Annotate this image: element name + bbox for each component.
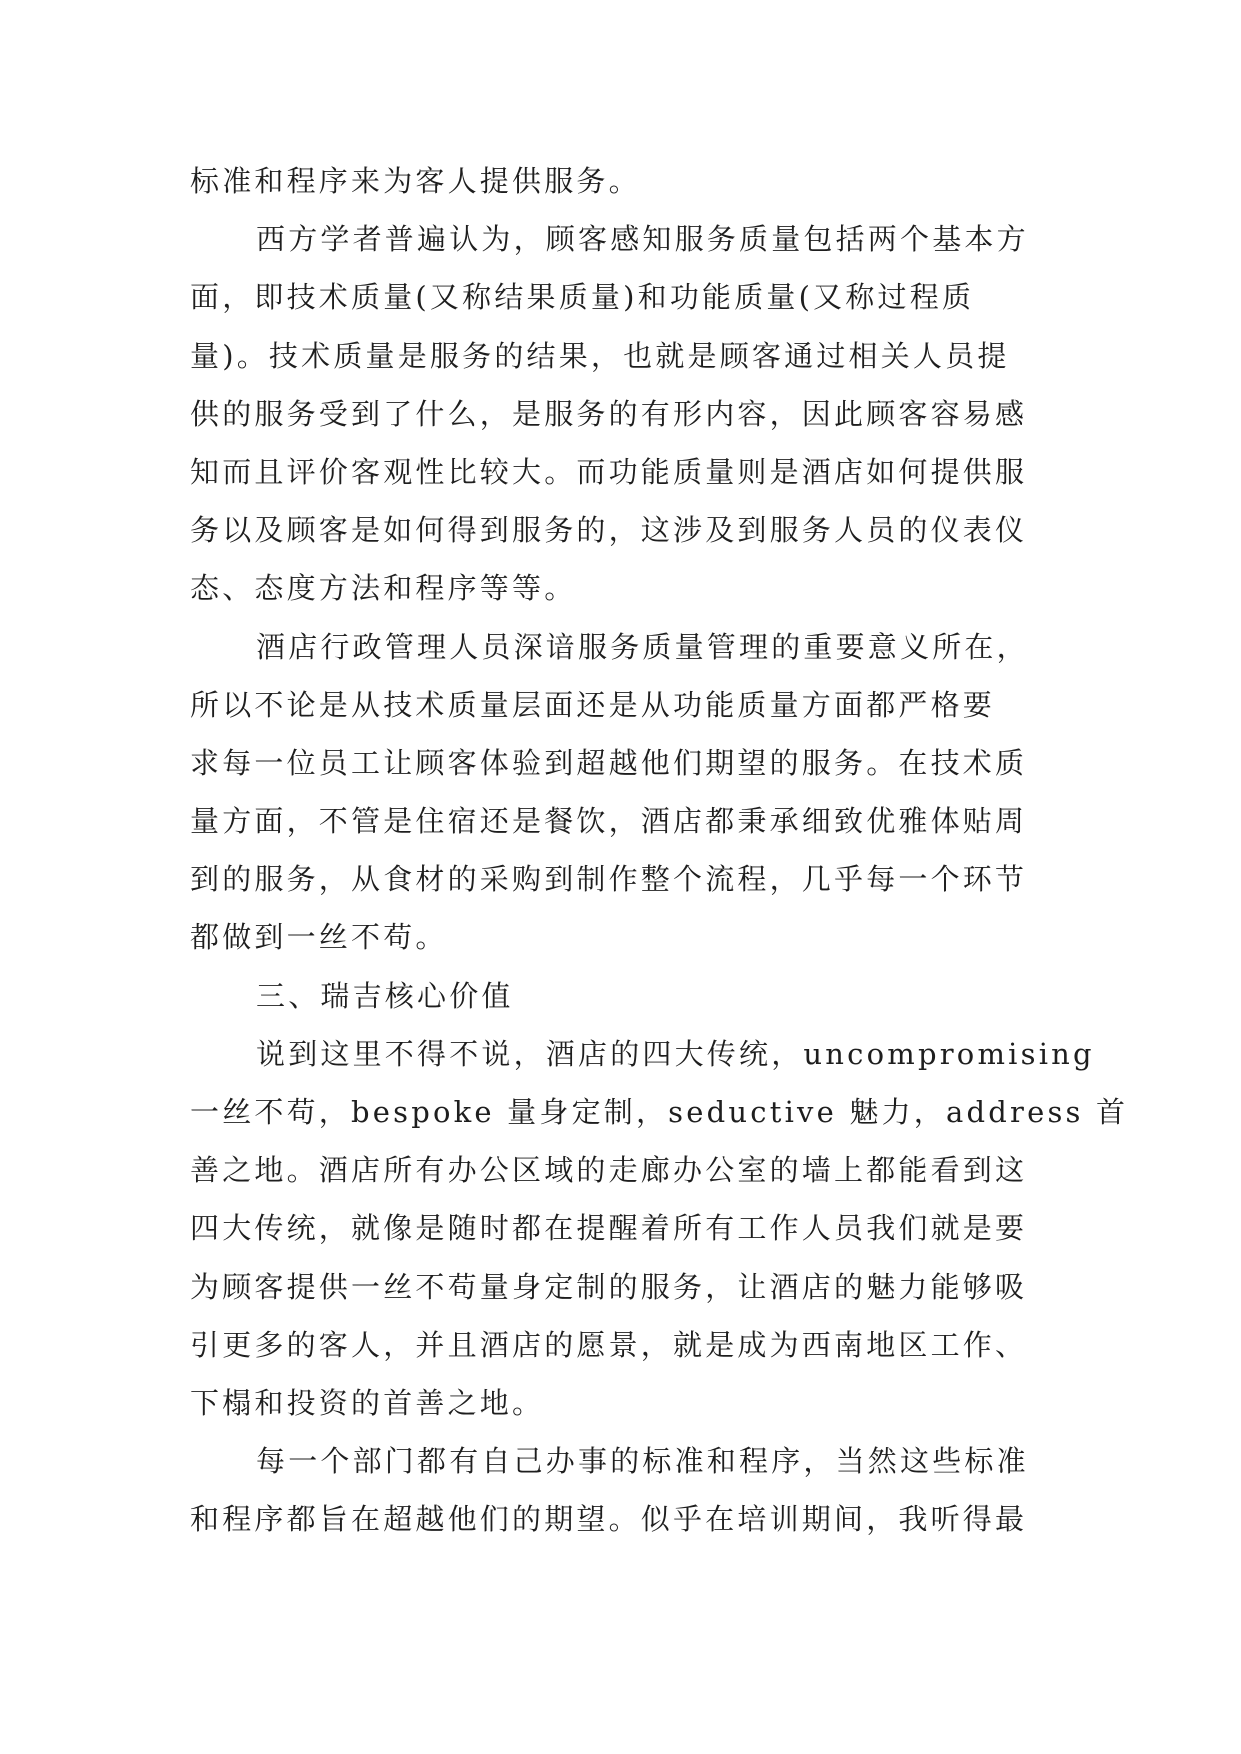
text-line: 标准和程序来为客人提供服务。 [190, 164, 641, 198]
text-line: 到的服务，从食材的采购到制作整个流程，几乎每一个环节 [190, 862, 1028, 897]
paragraph-first-line: 西方学者普遍认为，顾客感知服务质量包括两个基本方 [256, 222, 1029, 257]
text-line: 量方面，不管是住宿还是餐饮，酒店都秉承细致优雅体贴周 [190, 804, 1028, 839]
text-line: 下榻和投资的首善之地。 [190, 1385, 545, 1420]
text-line: 知而且评价客观性比较大。而功能质量则是酒店如何提供服 [190, 454, 1028, 489]
text-line: 和程序都旨在超越他们的期望。似乎在培训期间，我听得最 [190, 1502, 1028, 1537]
text-line: 求每一位员工让顾客体验到超越他们期望的服务。在技术质 [190, 745, 1028, 780]
text-line: 善之地。酒店所有办公区域的走廊办公室的墙上都能看到这 [190, 1153, 1028, 1188]
text-line: 态、态度方法和程序等等。 [190, 571, 577, 606]
text-line: 为顾客提供一丝不苟量身定制的服务，让酒店的魅力能够吸 [190, 1269, 1028, 1304]
text-line: 四大传统，就像是随时都在提醒着所有工作人员我们就是要 [190, 1211, 1028, 1246]
text-line: 所以不论是从技术质量层面还是从功能质量方面都严格要 [190, 687, 996, 722]
body-text [190, 152, 1129, 1549]
text-line: 量)。技术质量是服务的结果，也就是顾客通过相关人员提 [190, 338, 1010, 373]
paragraph-first-line: 酒店行政管理人员深谙服务质量管理的重要意义所在， [256, 629, 1029, 664]
text-line: 面，即技术质量(又称结果质量)和功能质量(又称过程质 [190, 280, 975, 315]
text-line: 供的服务受到了什么，是服务的有形内容，因此顾客容易感 [190, 396, 1028, 431]
section-heading: 三、瑞吉核心价值 [256, 978, 514, 1013]
text-line: 务以及顾客是如何得到服务的，这涉及到服务人员的仪表仪 [190, 513, 1028, 548]
text-line: 引更多的客人，并且酒店的愿景，就是成为西南地区工作、 [190, 1327, 1028, 1362]
paragraph-first-line: 说到这里不得不说，酒店的四大传统，uncompromising [256, 1036, 1095, 1071]
text-line: 一丝不苟，bespoke 量身定制，seductive 魅力，address 首 [190, 1095, 1129, 1129]
text-line: 都做到一丝不苟。 [190, 920, 448, 955]
paragraph-first-line: 每一个部门都有自己办事的标准和程序，当然这些标准 [256, 1444, 1029, 1479]
